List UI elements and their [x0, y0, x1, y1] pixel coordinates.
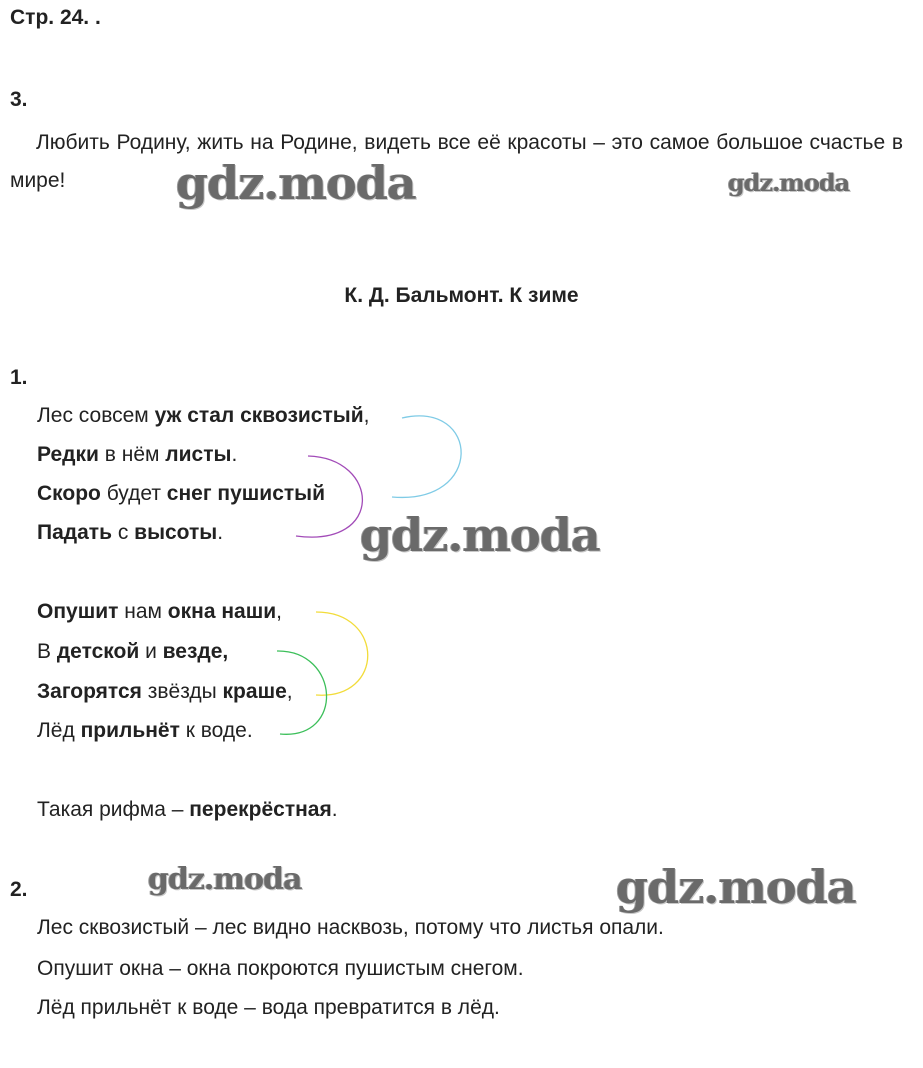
- poem-line: Падать с высоты.: [37, 521, 224, 544]
- poem-line: Скоро будет снег пушистый: [37, 482, 326, 505]
- explanation-line: Лёд прильнёт к воде – вода превратится в лёд.: [37, 996, 500, 1019]
- poem-line: Редки в нём листы.: [37, 443, 238, 466]
- rhyme-arc-4: [277, 651, 327, 734]
- poem-title: К. Д. Бальмонт. К зиме: [344, 284, 579, 307]
- poem-line: В детской и везде,: [37, 640, 229, 663]
- rhyme-arc-2: [296, 456, 362, 537]
- task-3-answer: Любить Родину, жить на Родине, видеть все её красоты – это самое большое счастье в мире!: [10, 131, 903, 192]
- watermark: gdz.moda: [176, 156, 416, 210]
- rhyme-arc-3: [316, 612, 368, 695]
- poem-line: Загорятся звёзды краше,: [37, 680, 293, 703]
- rhyme-type: Такая рифма – перекрёстная.: [37, 798, 338, 821]
- task-3-number: 3.: [10, 88, 28, 111]
- watermark: gdz.moda: [148, 862, 302, 897]
- watermark: gdz.moda: [616, 860, 856, 914]
- poem-line: Опушит нам окна наши,: [37, 600, 282, 623]
- task-2-number: 2.: [10, 878, 28, 901]
- watermark: gdz.moda: [360, 508, 600, 562]
- watermark: gdz.moda: [728, 168, 850, 197]
- page-reference: Стр. 24. .: [10, 6, 101, 29]
- explanation-line: Опушит окна – окна покроются пушистым снегом.: [37, 957, 524, 980]
- poem-line: Лес совсем уж стал сквозистый,: [37, 404, 370, 427]
- poem-line: Лёд прильнёт к воде.: [37, 719, 253, 742]
- explanation-line: Лес сквозистый – лес видно насквозь, потому что листья опали.: [37, 916, 664, 939]
- rhyme-arc-1: [392, 416, 461, 498]
- task-1-number: 1.: [10, 366, 28, 389]
